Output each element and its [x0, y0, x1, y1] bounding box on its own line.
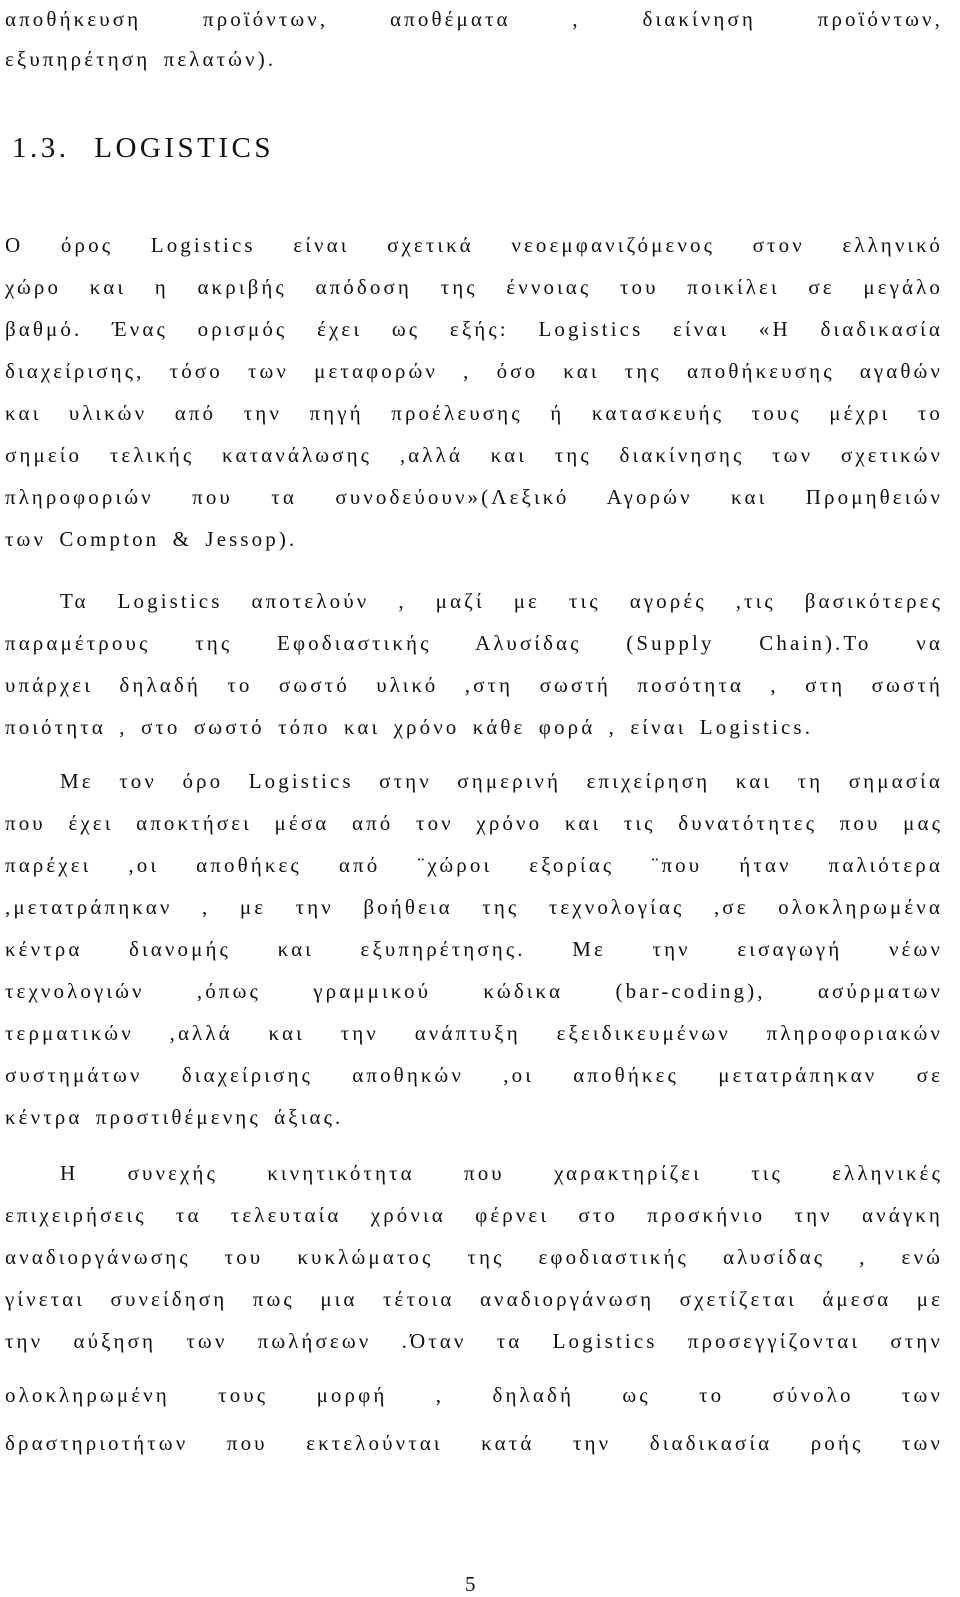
text-line: διαχείρισης, τόσο των μεταφορών , όσο και της αποθήκευσης αγαθών	[5, 359, 943, 383]
text-line: Με τον όρο Logistics στην σημερινή επιχείρηση και τη σημασία	[60, 769, 943, 793]
text-line: κέντρα διανομής και εξυπηρέτησης. Με την εισαγωγή νέων	[5, 937, 943, 961]
text-line: την αύξηση των πωλήσεων .Όταν τα Logistics προσεγγίζονται στην	[5, 1329, 943, 1353]
text-line: των Compton & Jessop).	[5, 527, 298, 551]
text-line: υπάρχει δηλαδή το σωστό υλικό ,στη σωστή ποσότητα , στη σωστή	[5, 673, 943, 697]
text-line: Η συνεχής κινητικότητα που χαρακτηρίζει τις ελληνικές	[60, 1161, 943, 1185]
text-line: τεχνολογιών ,όπως γραμμικού κώδικα (bar-coding), ασύρματων	[5, 979, 943, 1003]
text-line: εξυπηρέτηση πελατών).	[5, 47, 277, 71]
text-line: συστημάτων διαχείρισης αποθηκών ,οι αποθήκες μετατράπηκαν σε	[5, 1063, 943, 1087]
text-line: αποθήκευση προϊόντων, αποθέματα , διακίνηση προϊόντων,	[5, 7, 943, 31]
text-line: σημείο τελικής κατανάλωσης ,αλλά και της διακίνησης των σχετικών	[5, 443, 943, 467]
text-line: Τα Logistics αποτελούν , μαζί με τις αγορές ,τις βασικότερες	[60, 589, 943, 613]
text-line: επιχειρήσεις τα τελευταία χρόνια φέρνει στο προσκήνιο την ανάγκη	[5, 1203, 943, 1227]
text-line: δραστηριοτήτων που εκτελούνται κατά την διαδικασία ροής των	[5, 1431, 943, 1455]
text-line: τερματικών ,αλλά και την ανάπτυξη εξειδικευμένων πληροφοριακών	[5, 1021, 943, 1045]
text-line: κέντρα προστιθέμενης άξιας.	[5, 1105, 344, 1129]
text-line: χώρο και η ακριβής απόδοση της έννοιας του ποικίλει σε μεγάλο	[5, 275, 943, 299]
text-line: παρέχει ,οι αποθήκες από ¨χώροι εξορίας ¨που ήταν παλιότερα	[5, 853, 943, 877]
section-heading: 1.3. LOGISTICS	[12, 132, 274, 164]
text-line: πληροφοριών που τα συνοδεύουν»(Λεξικό Αγορών και Προμηθειών	[5, 485, 943, 509]
text-line: βαθμό. Ένας ορισμός έχει ως εξής: Logistics είναι «Η διαδικασία	[5, 317, 943, 341]
text-line: που έχει αποκτήσει μέσα από τον χρόνο και τις δυνατότητες που μας	[5, 811, 943, 835]
page-number: 5	[465, 1572, 476, 1596]
text-line: ολοκληρωμένη τους μορφή , δηλαδή ως το σύνολο των	[5, 1383, 943, 1407]
text-line: ποιότητα , στο σωστό τόπο και χρόνο κάθε φορά , είναι Logistics.	[5, 715, 814, 739]
text-line: και υλικών από την πηγή προέλευσης ή κατασκευής τους μέχρι το	[5, 401, 943, 425]
text-line: γίνεται συνείδηση πως μια τέτοια αναδιοργάνωση σχετίζεται άμεσα με	[5, 1287, 943, 1311]
text-line: παραμέτρους της Εφοδιαστικής Αλυσίδας (Supply Chain).Το να	[5, 631, 943, 655]
text-line: ,μετατράπηκαν , με την βοήθεια της τεχνολογίας ,σε ολοκληρωμένα	[5, 895, 943, 919]
text-line: Ο όρος Logistics είναι σχετικά νεοεμφανιζόμενος στον ελληνικό	[5, 233, 943, 257]
text-line: αναδιοργάνωσης του κυκλώματος της εφοδιαστικής αλυσίδας , ενώ	[5, 1245, 943, 1269]
